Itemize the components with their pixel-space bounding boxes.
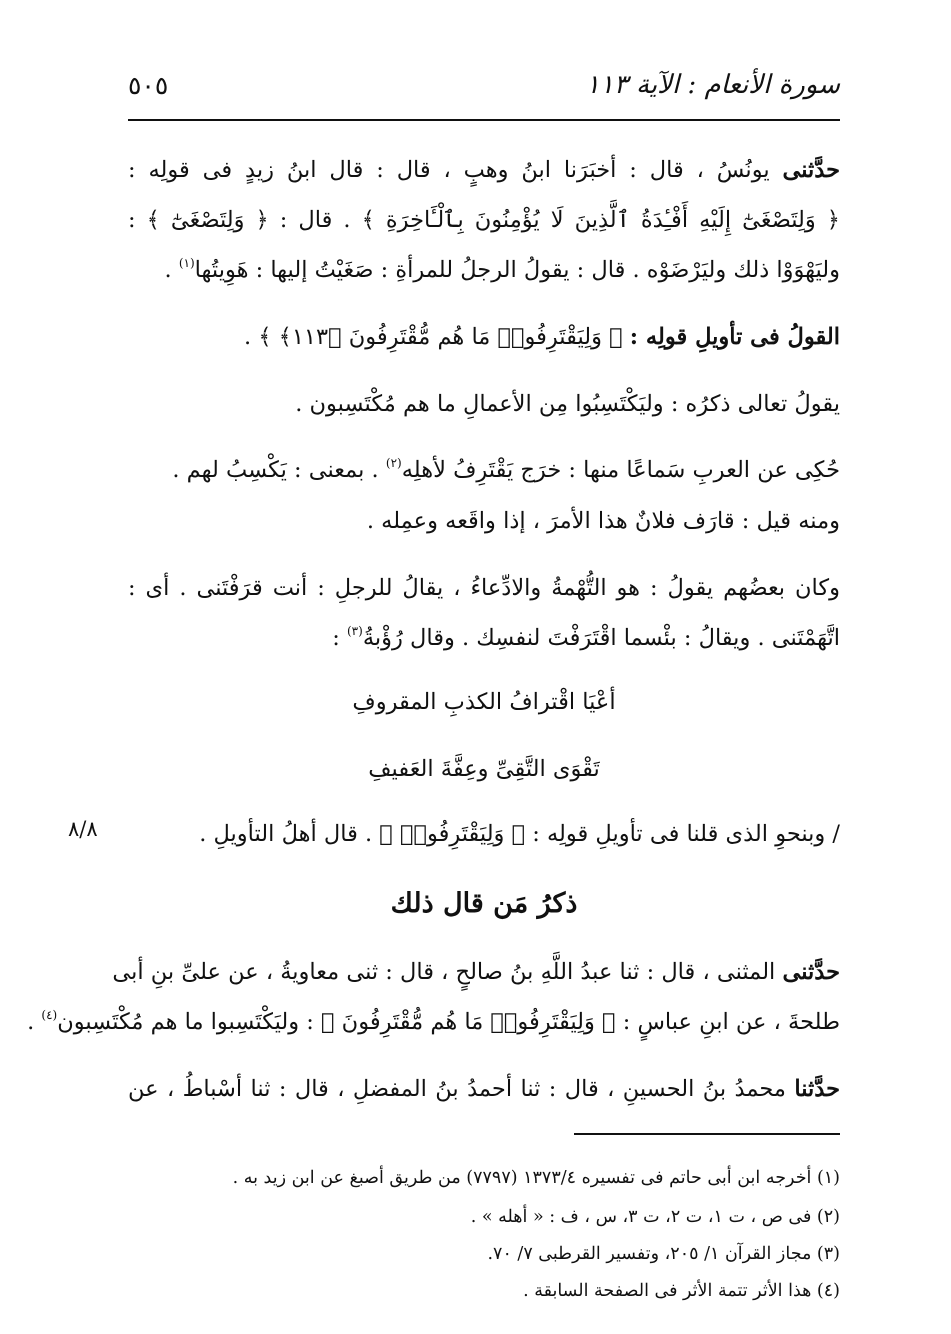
footnote-3: (٣) مجاز القرآن ١/ ٢٠٥، وتفسير القرطبى ٧/ ٧٠. xyxy=(487,1244,840,1264)
body-line-11 xyxy=(112,955,840,989)
body-line-1 xyxy=(128,153,840,187)
margin-reference: ٨/٨ xyxy=(68,817,98,841)
body-text: يونُسُ ، قال : أخبَرَنا ابنُ وهبٍ ، قال : قال ابنُ زيدٍ فى قولِه : xyxy=(128,157,770,183)
body-text: . بمعنى : يَكْسِبُ لهم . xyxy=(172,457,386,483)
running-title: سورة الأنعام : الآية ١١٣ xyxy=(585,70,840,100)
body-line-7: ومنه قيل : قارَف فلانٌ هذا الأمرَ ، إذا واقَعه وعمِله . xyxy=(366,508,840,534)
body-text: . xyxy=(164,257,179,283)
body-text: محمدُ بنُ الحسينِ ، قال : ثنا أحمدُ بنُ المفضلِ ، قال : ثنا أسْباطُ ، عن xyxy=(128,1076,786,1102)
body-line-12 xyxy=(27,1005,840,1042)
isnad-lead: حدَّثنى xyxy=(782,959,840,985)
running-header xyxy=(128,62,840,108)
poetry-verse-1: أعْيَا اقْترافُ الكذبِ المقروفِ xyxy=(352,689,616,715)
footnote-1: (١) أخرجه ابن أبى حاتم فى تفسيره ١٣٧٣/٤ (٧٧٩٧) من طريق أصبغ عن ابن زيد به . xyxy=(232,1168,840,1188)
body-line-9 xyxy=(128,621,840,658)
page-number: ٥٠٥ xyxy=(128,70,169,100)
body-line-2: ﴿ وَلِتَصْغَىٰٓ إِلَيْهِ أَفْـِٔدَةُ ٱلَّذِينَ لَا يُؤْمِنُونَ بِٱلْـَٔاخِرَةِ ﴾ . قال : ﴿ وَلِتَصْغَىٰٓ ﴾ : xyxy=(128,207,840,233)
footnote-2: (٢) فى ص ، ت ١، ت ٢، ت ٣، س ، ف : « أهله » . xyxy=(470,1207,840,1227)
footnote-marker: (٢) xyxy=(385,456,402,470)
body-text: حُكِى عن العربِ سَماعًا منها : خرَج يَقْتَرِفُ لأهلِه xyxy=(401,457,840,483)
isnad-lead: حدَّثنى xyxy=(782,157,840,183)
body-text: . xyxy=(27,1009,42,1035)
poetry-verse-2: تَقْوَى التَّقِىِّ وعِفَّةَ العَفيفِ xyxy=(368,756,600,782)
body-line-8: وكان بعضُهم يقولُ : هو التُّهْمةُ والادِّعاءُ ، يقالُ للرجلِ : أنت قرَفْتَنى . أى : xyxy=(128,575,840,601)
footnote-marker: (٣) xyxy=(346,624,363,638)
body-line-10: / وبنحوِ الذى قلنا فى تأويلِ قولِه : ﴿ وَلِيَقْتَرِفُوا۟ ﴾ . قال أهلُ التأويلِ . xyxy=(199,821,840,847)
isnad-lead: حدَّثنا xyxy=(794,1076,841,1102)
quran-verse: ﴿ وَلِيَقْتَرِفُوا۟ مَا هُم مُّقْتَرِفُونَ ﴿١١٣﴾ ﴾ . xyxy=(244,324,630,350)
body-line-5: يقولُ تعالى ذكرُه : وليَكْتَسِبُوا مِن الأعمالِ ما هم مُكْتَسِبون . xyxy=(295,391,840,417)
body-line-4 xyxy=(128,320,840,354)
body-text: وليَهْوَوْا ذلك وليَرْضَوْه . قال : يقولُ الرجلُ للمرأةِ : صَغَيْتُ إليها : هَوِيتُها xyxy=(194,257,840,283)
footnote-rule xyxy=(574,1133,840,1135)
body-line-13 xyxy=(128,1072,840,1106)
body-line-6 xyxy=(128,453,840,490)
body-text: المثنى ، قال : ثنا عبدُ اللَّهِ بنُ صالحٍ ، قال : ثنى معاويةُ ، عن علىِّ بنِ أبى xyxy=(112,959,776,985)
footnote-marker: (١) xyxy=(178,256,195,270)
header-rule xyxy=(128,119,840,121)
section-lead: القولُ فى تأويلِ قولِه : xyxy=(629,324,840,350)
footnote-marker: (٤) xyxy=(41,1008,58,1022)
section-heading: ذكرُ مَن قال ذلك xyxy=(390,888,578,919)
body-line-3 xyxy=(128,253,840,290)
body-text: : xyxy=(332,625,347,651)
body-text: طلحةَ ، عن ابنِ عباسٍ : ﴿ وَلِيَقْتَرِفُوا۟ مَا هُم مُّقْتَرِفُونَ ﴾ : وليَكْتَسِبوا ما هم مُكْتَسِبون xyxy=(57,1009,840,1035)
body-text: اتَّهَمْتَنى . ويقالُ : بئْسما اقْتَرَفْتَ لنفسِك . وقال رُؤْبةُ xyxy=(362,625,840,651)
footnote-4: (٤) هذا الأثر تتمة الأثر فى الصفحة السابقة . xyxy=(523,1281,840,1301)
